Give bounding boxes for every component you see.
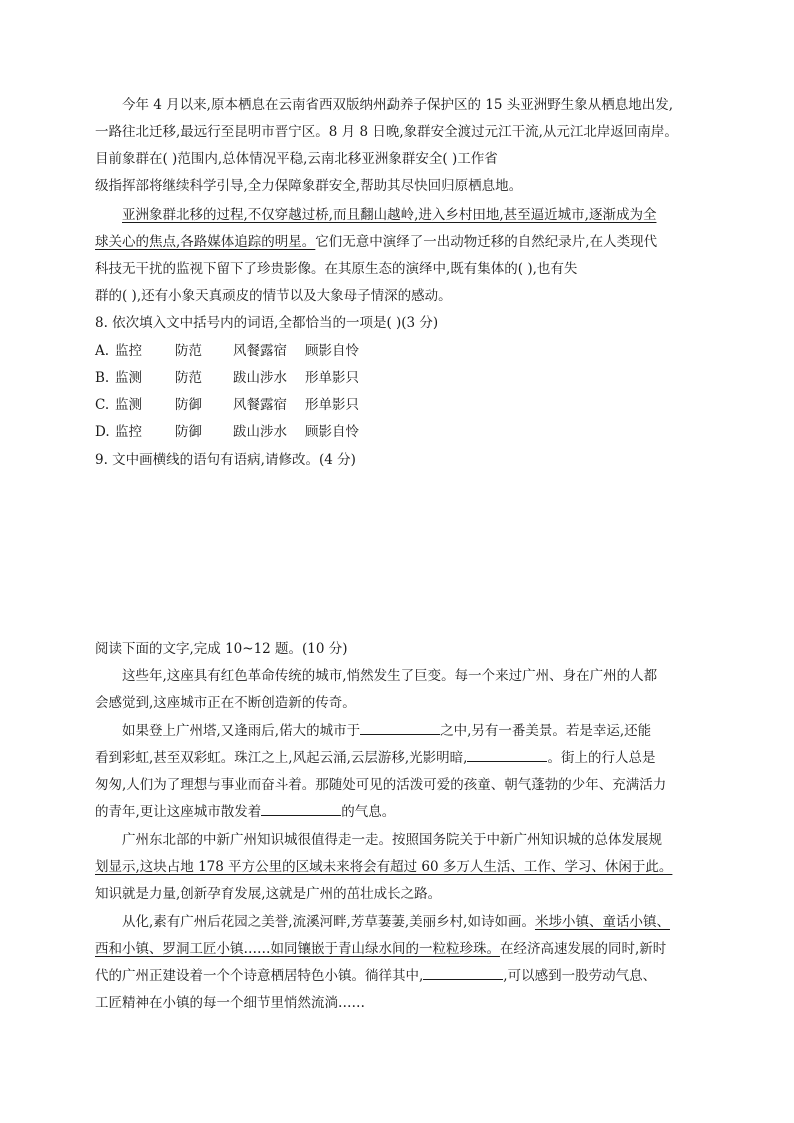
- option-a[interactable]: A. 监控 防范 风餐露宿 顾影自怜: [95, 343, 359, 359]
- passage2-intro: 阅读下面的文字,完成 10~12 题。(10 分): [95, 641, 348, 657]
- option-b[interactable]: B. 监测 防范 跋山涉水 形单影只: [95, 370, 359, 386]
- passage2-p4-line2: 西和小镇、罗洞工匠小镇……如同镶嵌于青山绿水间的一粒粒珍珠。在经济高速发展的同时,新时: [95, 941, 667, 957]
- passage2-p2-line1: 如果登上广州塔,又逢雨后,偌大的城市于 之中,另有一番美景。若是幸运,还能: [122, 723, 652, 739]
- question-8-stem: 8. 依次填入文中括号内的词语,全都恰当的一项是( )(3 分): [95, 315, 439, 331]
- passage2-p1-line1: 这些年,这座具有红色革命传统的城市,悄然发生了巨变。每一个来过广州、身在广州的人都: [122, 668, 658, 684]
- blank-3[interactable]: [261, 803, 341, 816]
- passage2-p1-line2: 会感觉到,这座城市正在不断创造新的传奇。: [95, 695, 356, 711]
- underlined-sentence-3-end: 西和小镇、罗洞工匠小镇……如同镶嵌于青山绿水间的一粒粒珍珠。: [95, 941, 500, 957]
- option-d[interactable]: D. 监控 防御 跋山涉水 顾影自怜: [95, 424, 359, 440]
- passage1-line5: [122, 206, 742, 224]
- passage2-p4-line1: 从化,素有广州后花园之美誉,流溪河畔,芳草萋萋,美丽乡村,如诗如画。米埗小镇、童话小镇、: [122, 914, 670, 930]
- passage1-line2: 一路往北迁移,最远行至昆明市晋宁区。8 月 8 日晚,象群安全渡过元江干流,从元江北岸返回南岸。: [95, 124, 678, 140]
- passage1-line8: 群的( ),还有小象天真顽皮的情节以及大象母子情深的感动。: [95, 288, 452, 304]
- option-c[interactable]: C. 监测 防御 风餐露宿 形单影只: [95, 397, 359, 413]
- underlined-sentence-end: 球关心的焦点,各路媒体追踪的明星。: [95, 234, 316, 250]
- blank-2[interactable]: [467, 749, 547, 762]
- question-9-stem: 9. 文中画横线的语句有语病,请修改。(4 分): [95, 452, 356, 468]
- blank-1[interactable]: [360, 722, 440, 735]
- passage2-p3-line1: 广州东北部的中新广州知识城很值得走一走。按照国务院关于中新广州知识城的总体发展规: [122, 832, 662, 848]
- blank-4[interactable]: [423, 967, 503, 980]
- passage2-p2-line4: 的青年,更让这座城市散发着 的气息。: [95, 804, 396, 820]
- passage2-p4-line3: 代的广州正建设着一个个诗意栖居特色小镇。徜徉其中, ,可以感到一股劳动气息、: [95, 968, 657, 984]
- passage1-line4: 级指挥部将继续科学引导,全力保障象群安全,帮助其尽快回归原栖息地。: [95, 178, 523, 194]
- underlined-sentence-2: 划显示,这块占地 178 平方公里的区域未来将会有超过 60 多万人生活、工作、学习、休闲于此。: [95, 859, 673, 875]
- passage2-p3-line3: 知识就是力量,创新孕育发展,这就是广州的茁壮成长之路。: [95, 886, 442, 902]
- underlined-sentence: 亚洲象群北移的过程,不仅穿越过桥,而且翻山越岭,进入乡村田地,甚至逼近城市,逐渐成为全: [122, 207, 657, 223]
- passage2-p3-line2: [95, 858, 715, 876]
- passage2-p4-line4: 工匠精神在小镇的每一个细节里悄然流淌……: [95, 995, 365, 1011]
- passage1-line1: 今年 4 月以来,原本栖息在云南省西双版纳州勐养子保护区的 15 头亚洲野生象从栖息地出发,: [122, 97, 674, 113]
- passage1-line6: 球关心的焦点,各路媒体追踪的明星。它们无意中演绎了一出动物迁移的自然纪录片,在人类现代: [95, 234, 658, 250]
- underlined-sentence-3: 米埗小镇、童话小镇、: [534, 914, 670, 930]
- passage2-p2-line2: 看到彩虹,甚至双彩虹。珠江之上,风起云涌,云层游移,光影明暗, 。街上的行人总是: [95, 750, 656, 766]
- passage2-p2-line3: 匆匆,人们为了理想与事业而奋斗着。那随处可见的活泼可爱的孩童、朝气蓬勃的少年、充满活力: [95, 777, 667, 793]
- passage1-line7: 科技无干扰的监视下留下了珍贵影像。在其原生态的演绎中,既有集体的( ),也有失: [95, 261, 578, 277]
- passage1-line3: 目前象群在( )范围内,总体情况平稳,云南北移亚洲象群安全( )工作省: [95, 151, 498, 167]
